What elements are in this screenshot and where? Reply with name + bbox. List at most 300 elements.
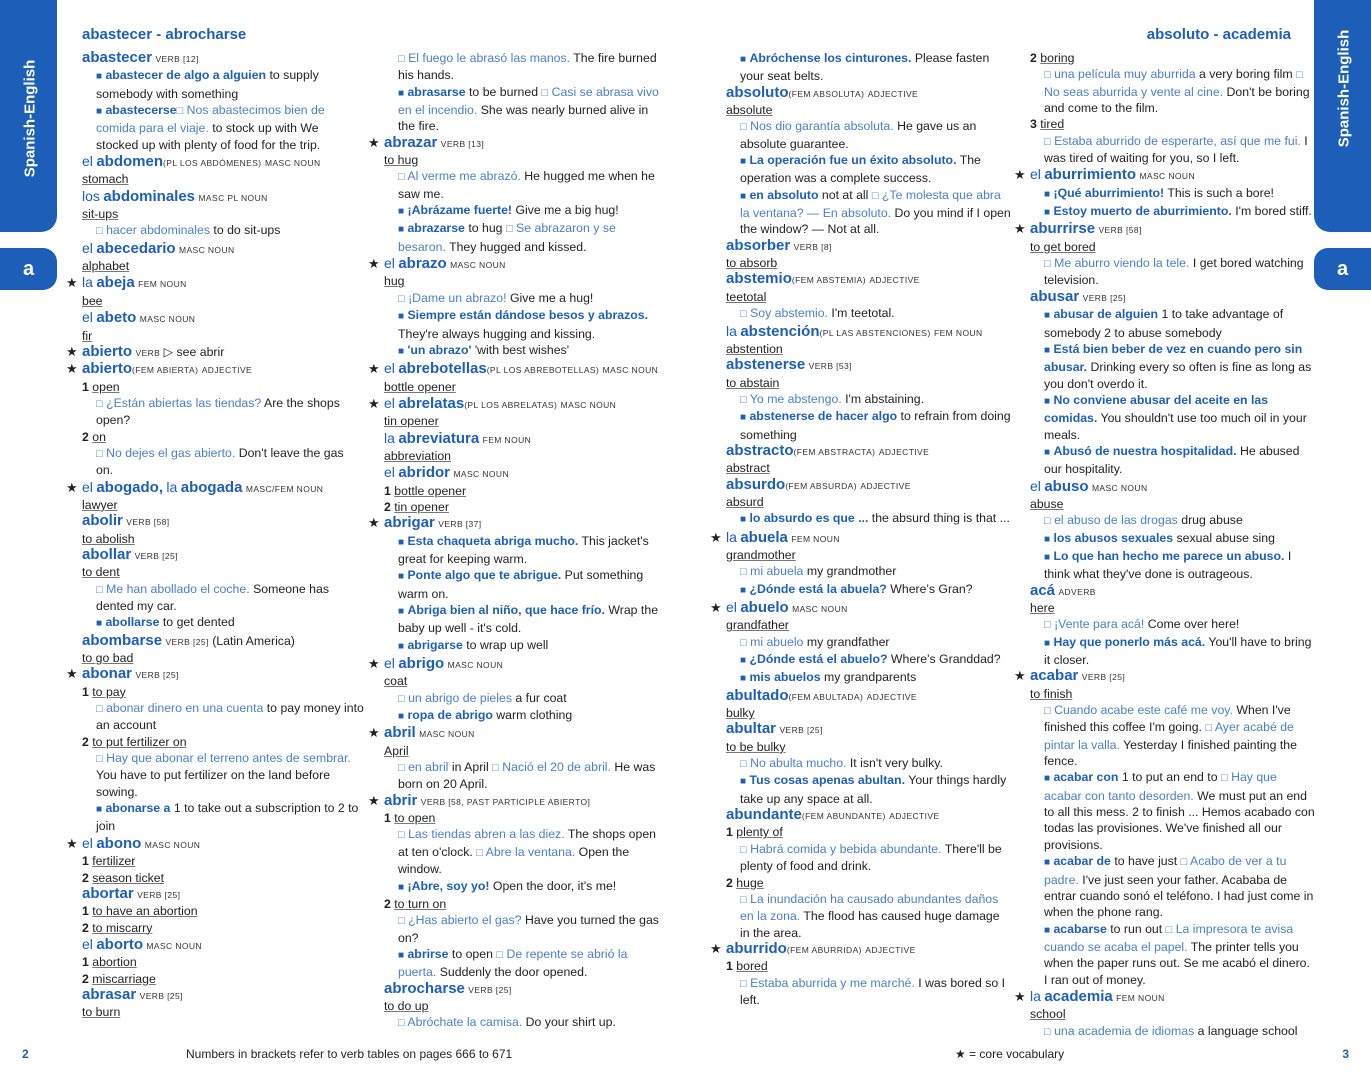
example-line	[1030, 1023, 1315, 1040]
example-line	[384, 342, 666, 360]
example-english: They hugged and kissed.	[449, 239, 587, 254]
example-box-icon: □	[1205, 722, 1213, 735]
part-of-speech: MASC NOUN	[264, 158, 321, 169]
phrase: abrigarse	[407, 637, 463, 652]
translation-line	[82, 920, 364, 936]
example-spanish: el abuso de las drogas	[1054, 513, 1178, 528]
example-english: You shouldn't use too much oil in your meals.	[1044, 411, 1307, 442]
translation-line	[726, 255, 1012, 271]
example-box-icon: □	[96, 703, 103, 716]
phrase: acabar con	[1053, 770, 1119, 785]
example-english: Open the door, it's me!	[492, 878, 617, 893]
translation: plenty of	[736, 825, 783, 840]
translation: bee	[82, 293, 103, 308]
example-box-icon: □	[1165, 923, 1173, 936]
part-of-speech: MASC NOUN	[447, 660, 504, 671]
translation: April	[384, 743, 409, 758]
phrase-bullet-icon: ■	[96, 804, 103, 816]
translation: to abstain	[726, 375, 780, 390]
example-english: The operation was a complete success.	[740, 153, 981, 186]
translation-line	[726, 705, 1012, 721]
example-spanish: ¡Dame un abrazo!	[408, 290, 507, 305]
example-spanish: Yo me abstengo.	[749, 391, 842, 406]
side-tab-label-left: Spanish-English	[21, 59, 39, 178]
example-english: Come over here!	[1147, 617, 1240, 632]
phrase: La operación fue un éxito absoluto.	[749, 153, 957, 168]
part-of-speech: VERB [25]	[468, 984, 512, 995]
article: el	[82, 239, 93, 256]
phrase-bullet-icon: ■	[96, 106, 103, 118]
dictionary-entry	[82, 50, 364, 67]
core-vocab-star-icon: ★	[1014, 668, 1026, 684]
phrase-bullet-icon: ■	[740, 584, 747, 596]
translation-line	[82, 1004, 364, 1020]
sense-number: 2	[82, 971, 89, 986]
dictionary-entry	[82, 987, 364, 1004]
translation: on	[92, 429, 106, 444]
inflection-note: (PL LOS ABRELATAS)	[464, 399, 558, 410]
headword: abultado	[726, 686, 789, 704]
translation-line	[1030, 686, 1315, 702]
example-box-icon: □	[398, 292, 405, 305]
headword: abastecer	[82, 49, 153, 66]
phrase-bullet-icon: ■	[1044, 395, 1051, 407]
example-line	[1030, 616, 1315, 633]
dictionary-entry	[1014, 667, 1315, 685]
dictionary-entry	[368, 791, 666, 810]
dictionary-entry	[368, 514, 666, 532]
inflection-note: (PL LAS ABSTENCIONES)	[819, 327, 931, 338]
translation: tin opener	[394, 499, 449, 514]
example-spanish: La inundación ha causado abundantes daños en la zona.	[740, 891, 999, 924]
dictionary-entry	[82, 547, 364, 564]
core-vocab-star-icon: ★	[368, 134, 380, 150]
part-of-speech: MASC NOUN	[419, 729, 475, 740]
translation: bottle opener	[394, 483, 467, 498]
example-english: Do your shirt up.	[525, 1015, 616, 1030]
part-of-speech: VERB [25]	[139, 990, 183, 1001]
headword: abuelo	[740, 599, 789, 616]
translation-line	[384, 499, 666, 515]
translation-line	[82, 734, 364, 750]
example-english: in April	[451, 760, 489, 775]
example-english: I think what they've done is outrageous.	[1044, 548, 1292, 582]
translation-line	[384, 743, 666, 759]
example-box-icon: □	[398, 53, 405, 65]
example-box-icon: □	[1220, 772, 1228, 785]
article: el	[82, 478, 93, 495]
headword: abollar	[82, 545, 132, 563]
part-of-speech: VERB [58]	[1098, 225, 1142, 236]
part-of-speech: FEM NOUN	[482, 434, 532, 445]
part-of-speech: MASC NOUN	[146, 940, 202, 951]
example-line	[1030, 255, 1315, 289]
part-of-speech: VERB [25]	[1081, 672, 1126, 683]
dictionary-entry	[368, 655, 666, 673]
headword: abolir	[82, 512, 123, 530]
phrase: ¡Abrázame fuerte!	[407, 203, 513, 218]
phrase: Abriga bien al niño, que hace frío.	[407, 603, 605, 617]
example-box-icon: □	[740, 758, 747, 771]
example-spanish: De repente se abrió la puerta.	[398, 946, 628, 980]
article: la	[82, 274, 93, 291]
example-english: The fire burned his hands.	[398, 51, 657, 83]
phrase: abrasarse	[407, 84, 466, 99]
example-line	[726, 669, 1012, 687]
inflection-note: (FEM ABSURDA)	[785, 480, 857, 491]
sense-number: 2	[82, 429, 89, 444]
dictionary-entry	[1030, 583, 1315, 600]
example-english: 1 to take out a subscription to 2 to join	[96, 801, 359, 834]
translation: abstract	[726, 461, 770, 476]
example-spanish: ¿Has abierto el gas?	[408, 913, 522, 928]
part-of-speech: VERB [25]	[779, 725, 823, 736]
example-spanish: Me han abollado el coche.	[106, 581, 250, 596]
example-line	[1030, 921, 1315, 988]
translation-line	[1030, 50, 1315, 66]
translation-line	[82, 328, 364, 344]
translation-line	[726, 739, 1012, 755]
example-line	[82, 614, 364, 632]
phrase: ¿Dónde está el abuelo?	[749, 652, 888, 667]
article: la	[384, 429, 395, 446]
part-of-speech: FEM NOUN	[1116, 992, 1165, 1003]
example-box-icon: □	[492, 762, 499, 775]
example-box-icon: □	[96, 583, 103, 596]
translation: to open	[394, 811, 436, 826]
phrase-bullet-icon: ■	[1044, 533, 1051, 545]
dictionary-entry	[726, 477, 1012, 494]
example-english: to get dented	[162, 615, 235, 630]
example-spanish: Nos abastecimos bien de comida para el viaje.	[96, 103, 325, 136]
core-vocab-star-icon: ★	[1014, 167, 1026, 183]
translation-line	[82, 258, 364, 274]
example-box-icon: □	[1180, 856, 1188, 869]
headword: abstracto	[726, 441, 794, 459]
example-spanish: abonar dinero en una cuenta	[106, 701, 264, 716]
example-line	[384, 946, 666, 981]
translation-line	[726, 289, 1012, 305]
article: el	[384, 655, 395, 672]
phrase: Abusó de nuestra hospitalidad.	[1053, 443, 1237, 458]
example-line	[726, 408, 1012, 443]
phrase-bullet-icon: ■	[740, 190, 747, 202]
example-line	[82, 750, 364, 800]
core-vocab-star-icon: ★	[66, 275, 78, 291]
side-tab-label-right: Spanish-English	[1335, 29, 1353, 148]
translation: bottle opener	[384, 379, 456, 394]
dictionary-column-2	[368, 50, 666, 1032]
example-spanish: Hay que acabar con tanto desorden.	[1044, 770, 1277, 803]
example-english: Someone has dented my car.	[96, 581, 329, 613]
headword: aburrido	[726, 939, 787, 957]
translation-line	[726, 494, 1012, 510]
example-english: Put something warm on.	[398, 568, 644, 601]
article: el	[384, 394, 395, 411]
example-line	[384, 826, 666, 877]
headword: abundante	[726, 806, 802, 824]
example-english: The printer tells you when the paper runs out. Se me acabó el dinero. I ran out of money.	[1044, 939, 1310, 987]
phrase-bullet-icon: ■	[398, 345, 405, 357]
example-english: I'm bored stiff.	[1235, 204, 1312, 219]
example-box-icon: □	[740, 843, 747, 856]
article: la	[726, 322, 737, 339]
translation-line	[82, 684, 364, 700]
headword: abstención	[740, 322, 820, 340]
dictionary-entry	[66, 360, 364, 378]
translation: alphabet	[82, 259, 130, 274]
part-of-speech: MASC NOUN	[453, 469, 509, 480]
headword: abonar	[82, 665, 133, 683]
dictionary-entry	[1014, 166, 1315, 184]
dictionary-column-4	[1014, 50, 1315, 1040]
headword: abrocharse	[384, 979, 465, 997]
example-line	[1030, 769, 1315, 853]
example-line	[726, 755, 1012, 772]
translation-line	[384, 273, 666, 289]
example-box-icon: □	[176, 105, 184, 118]
translation: absurd	[726, 494, 764, 509]
example-spanish: una película muy aburrida	[1054, 67, 1196, 82]
headword: academia	[1044, 987, 1113, 1005]
translation: bulky	[726, 706, 755, 721]
dictionary-entry	[66, 274, 364, 292]
translation: huge	[736, 875, 764, 890]
example-box-icon: □	[1044, 619, 1051, 632]
example-line	[384, 707, 666, 725]
example-line	[726, 152, 1012, 187]
dictionary-entry	[1014, 987, 1315, 1006]
headword: abogada	[180, 478, 243, 496]
core-vocab-star-icon: ★	[368, 256, 380, 272]
translation: to abolish	[82, 531, 135, 546]
headword: abrelatas	[398, 394, 465, 412]
sense-number: 1	[384, 811, 391, 826]
part-of-speech: VERB [25]	[135, 670, 179, 681]
article: el	[384, 464, 395, 481]
translation: tired	[1040, 117, 1065, 132]
article: el	[384, 360, 395, 377]
example-box-icon: □	[96, 225, 103, 238]
translation-line	[82, 954, 364, 970]
part-of-speech: VERB	[135, 347, 161, 358]
example-line	[384, 759, 666, 793]
translation-line	[82, 870, 364, 886]
example-english: I get bored watching television.	[1044, 256, 1304, 288]
example-spanish: Cuando acabe este café me voy.	[1054, 703, 1233, 718]
example-spanish: ¡Vente para acá!	[1054, 617, 1145, 632]
sense-number: 1	[82, 684, 89, 699]
example-line	[1030, 133, 1315, 167]
phrase: Estoy muerto de aburrimiento.	[1053, 204, 1232, 219]
example-english: We stocked up with plenty of food for the trip.	[96, 121, 321, 152]
example-english: You have to put fertilizer on the land before sowing.	[96, 768, 331, 799]
headword: acá	[1030, 581, 1056, 599]
part-of-speech: ADJECTIVE	[865, 944, 916, 955]
example-spanish: No dejes el gas abierto.	[106, 445, 236, 460]
part-of-speech: VERB [12]	[155, 54, 199, 64]
headword: abultar	[726, 720, 777, 738]
translation: to have an abortion	[92, 904, 198, 919]
example-spanish: hacer abdominales	[106, 223, 210, 238]
example-box-icon: □	[740, 977, 747, 990]
example-english: drug abuse	[1181, 513, 1243, 528]
example-box-icon: □	[96, 397, 103, 410]
part-of-speech: FEM NOUN	[791, 533, 840, 544]
example-english: Don't be boring and come to the film.	[1044, 84, 1310, 116]
headword: abstemio	[726, 270, 792, 288]
core-vocab-star-icon: ★	[66, 835, 78, 851]
core-vocab-star-icon: ★	[1014, 221, 1026, 237]
translation: to hug	[384, 153, 419, 168]
phrase-bullet-icon: ■	[96, 71, 103, 83]
phrase-bullet-icon: ■	[1044, 344, 1051, 356]
example-line	[726, 187, 1012, 238]
translation-line	[82, 379, 364, 395]
example-english: You'll have to bring it closer.	[1044, 634, 1312, 668]
translation: to finish	[1030, 686, 1073, 701]
phrase-bullet-icon: ■	[1044, 188, 1051, 200]
phrase: en absoluto	[749, 187, 819, 202]
example-english: This is such a bore!	[1167, 185, 1274, 200]
phrase-bullet-icon: ■	[1044, 637, 1051, 649]
example-line	[82, 700, 364, 734]
example-english: Where's Gran?	[890, 581, 973, 596]
example-spanish: una academia de idiomas	[1054, 1023, 1195, 1038]
example-spanish: Casi se abrasa vivo en el incendio.	[398, 84, 659, 118]
phrase-bullet-icon: ■	[740, 776, 747, 788]
dictionary-entry	[368, 255, 666, 273]
phrase: acabar de	[1053, 854, 1111, 869]
part-of-speech: ADJECTIVE	[867, 88, 919, 99]
example-line	[726, 651, 1012, 669]
phrase: Está bien beber de vez en cuando pero sin abusar.	[1044, 341, 1303, 375]
headword: abstenerse	[726, 356, 806, 374]
core-vocab-star-icon: ★	[66, 343, 78, 359]
phrase-bullet-icon: ■	[398, 311, 405, 323]
example-line	[726, 391, 1012, 408]
example-english: I'm abstaining.	[845, 391, 925, 406]
phrase-bullet-icon: ■	[1044, 857, 1051, 869]
translation: to miscarry	[92, 920, 153, 935]
dictionary-entry	[66, 834, 364, 853]
example-box-icon: □	[740, 393, 747, 406]
part-of-speech: VERB [58, PAST PARTICIPLE ABIERTO]	[420, 796, 591, 807]
example-line	[1030, 443, 1315, 478]
part-of-speech: ADVERB	[1058, 586, 1096, 597]
example-spanish: ¿Te molesta que abra la ventana? — En absoluto.	[740, 187, 1001, 221]
example-english: Give me a hug!	[509, 290, 594, 305]
part-of-speech: ADJECTIVE	[889, 811, 940, 822]
example-english: I'm teetotal.	[831, 306, 895, 321]
core-vocab-star-icon: ★	[368, 792, 380, 808]
translation-line	[1030, 1006, 1315, 1022]
translation: here	[1030, 601, 1055, 615]
example-spanish: Estaba aburrido de esperarte, así que me fui.	[1054, 133, 1301, 148]
translation-line	[82, 171, 364, 187]
example-line	[384, 602, 666, 637]
translation-line	[82, 903, 364, 919]
example-box-icon: □	[740, 566, 747, 579]
translation: to do up	[384, 998, 429, 1013]
phrase: Esta chaqueta abriga mucho.	[407, 533, 579, 548]
example-english: There'll be plenty of food and drink.	[740, 841, 1002, 874]
example-box-icon: □	[398, 829, 405, 842]
phrase-bullet-icon: ■	[1044, 310, 1051, 322]
headword: abreviatura	[398, 429, 480, 447]
sense-number: 1	[384, 483, 391, 498]
example-line	[384, 168, 666, 202]
example-line	[1030, 66, 1315, 116]
part-of-speech: VERB [25]	[1082, 292, 1126, 303]
example-spanish: El fuego le abrasó las manos.	[408, 51, 571, 65]
example-english: Yesterday I finished painting the fence.	[1044, 737, 1297, 769]
translation: miscarriage	[92, 971, 156, 986]
example-line	[1030, 392, 1315, 443]
example-spanish: La impresora te avisa cuando se acaba el papel.	[1044, 921, 1294, 954]
example-spanish: Las tiendas abren a las diez.	[408, 827, 565, 842]
example-line	[726, 50, 1012, 85]
translation-line	[1030, 239, 1315, 255]
translation: season ticket	[92, 870, 165, 885]
translation: fir	[82, 328, 93, 343]
translation: to turn on	[394, 896, 447, 911]
dictionary-entry	[710, 528, 1012, 547]
example-spanish: Habrá comida y bebida abundante.	[750, 841, 942, 856]
example-english: They're always hugging and kissing.	[398, 326, 596, 341]
example-english: We must put an end to all this mess. 2 to finish ... Hemos acabado con todas las provisiones. We've finished all our provisions.	[1044, 788, 1315, 852]
headword: abusar	[1030, 287, 1080, 305]
core-vocab-star-icon: ★	[66, 479, 78, 495]
headword: abdomen	[96, 153, 164, 171]
example-box-icon: □	[1044, 69, 1051, 82]
example-english: He abused our hospitality.	[1044, 443, 1300, 477]
inflection-note: (PL LOS ABDÓMENES)	[163, 158, 262, 169]
dictionary-entry	[726, 323, 1012, 341]
headword: abombarse	[82, 631, 163, 649]
phrase: ¿Dónde está la abuela?	[749, 581, 887, 596]
example-box-icon: □	[476, 846, 483, 859]
headword: abecedario	[96, 239, 176, 257]
dictionary-entry	[726, 85, 1012, 102]
core-vocab-star-icon: ★	[368, 515, 380, 531]
phrase-bullet-icon: ■	[398, 711, 405, 723]
phrase: lo absurdo es que ...	[749, 511, 869, 526]
part-of-speech: VERB [58]	[126, 517, 170, 528]
translation: abuse	[1030, 496, 1064, 511]
example-line	[726, 841, 1012, 875]
example-spanish: Soy abstemio.	[750, 306, 828, 321]
example-spanish: Nos dio garantía absoluta.	[750, 119, 894, 134]
translation-line	[384, 998, 666, 1014]
dictionary-entry	[82, 153, 364, 171]
inflection-note: (FEM ABSOLUTA)	[788, 88, 865, 99]
phrase: mis abuelos	[749, 670, 821, 685]
headword: abrigar	[384, 514, 435, 532]
headword: abridor	[398, 464, 451, 482]
phrase-bullet-icon: ■	[740, 412, 747, 424]
example-box-icon: □	[398, 171, 405, 184]
example-english: He was born on 20 April.	[398, 760, 656, 792]
example-line	[384, 567, 666, 602]
dictionary-entry	[384, 430, 666, 448]
phrase-bullet-icon: ■	[398, 881, 405, 893]
example-line	[384, 220, 666, 255]
phrase: ropa de abrigo	[407, 708, 493, 723]
dictionary-entry	[726, 688, 1012, 705]
example-spanish: Abróchate la camisa.	[407, 1015, 523, 1030]
example-line	[1030, 341, 1315, 392]
